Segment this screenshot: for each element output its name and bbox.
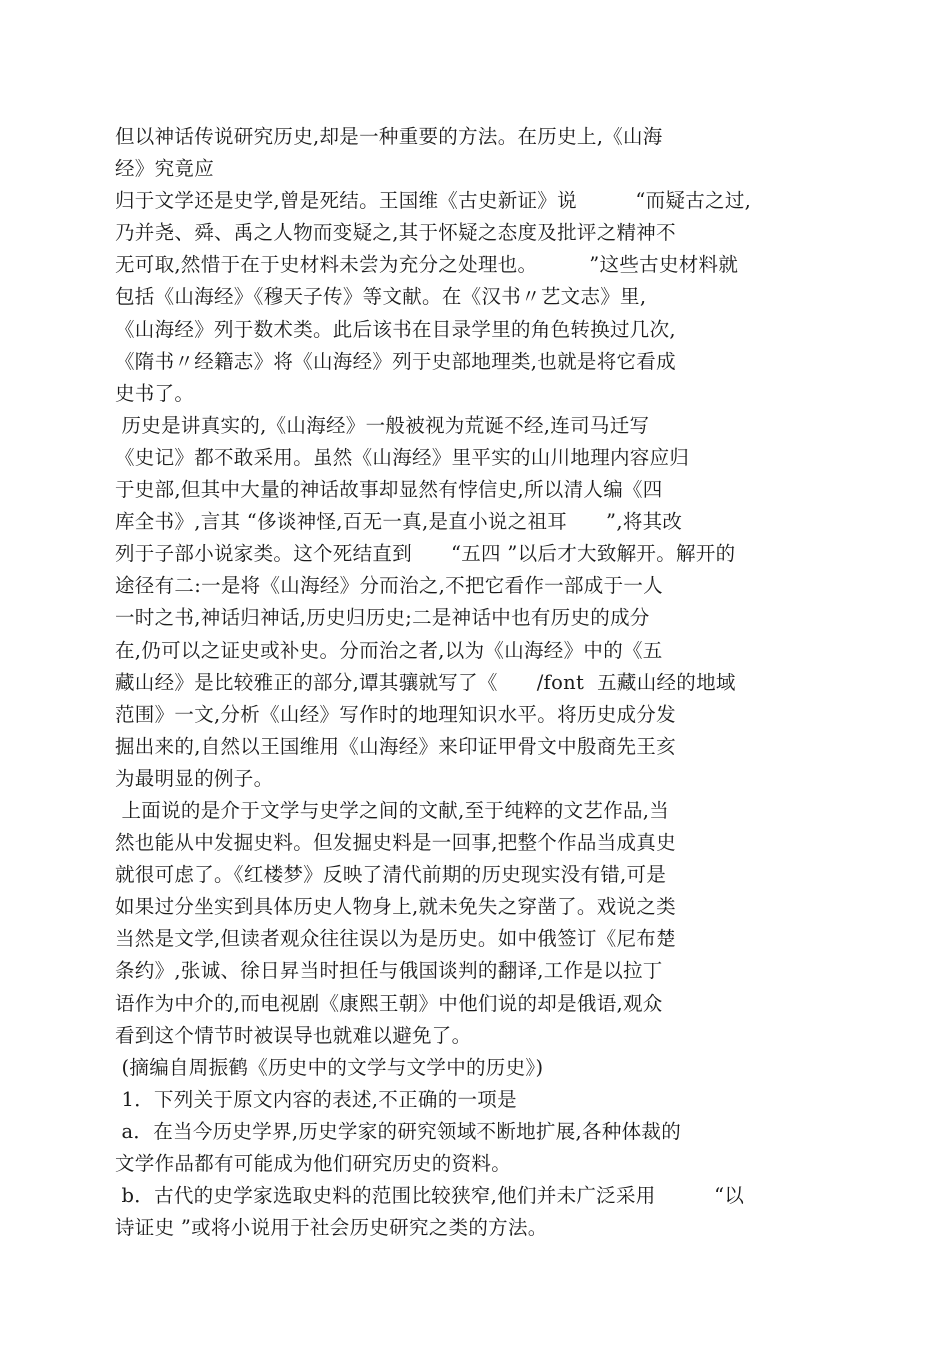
text-line: 但以神话传说研究历史,却是一种重要的方法。在历史上,《山海 xyxy=(115,125,663,148)
text-line: 无可取,然惜于在于史材料未尝为充分之处理也。 ”这些古史材料就 xyxy=(115,253,739,277)
source-citation: (摘编自周振鹤《历史中的文学与文学中的历史》) xyxy=(115,1055,544,1079)
question-stem: 1．下列关于原文内容的表述,不正确的一项是 xyxy=(115,1087,517,1111)
text-line: 《隋书〃经籍志》将《山海经》列于史部地理类,也就是将它看成 xyxy=(115,349,676,373)
text-line: 语作为中介的,而电视剧《康熙王朝》中他们说的却是俄语,观众 xyxy=(115,991,663,1015)
text-line: 就很可虑了。《红楼梦》反映了清代前期的历史现实没有错,可是 xyxy=(115,863,667,887)
text-line: 列于子部小说家类。这个死结直到 “五四 ”以后才大致解开。解开的 xyxy=(115,542,736,566)
text-line: 条约》,张诚、徐日昇当时担任与俄国谈判的翻译,工作是以拉丁 xyxy=(115,959,663,983)
text-line: 如果过分坐实到具体历史人物身上,就未免失之穿凿了。戏说之类 xyxy=(115,895,676,919)
text-line: 历史是讲真实的,《山海经》一般被视为荒诞不经,连司马迁写 xyxy=(115,413,650,437)
text-line: 上面说的是介于文学与史学之间的文献,至于纯粹的文艺作品,当 xyxy=(115,798,670,822)
text-line: 然也能从中发掘史料。但发掘史料是一回事,把整个作品当成真史 xyxy=(115,831,676,855)
text-line: 《史记》都不敢采用。虽然《山海经》里平实的山川地理内容应归 xyxy=(115,445,690,469)
option-b-continued: 诗证史 ”或将小说用于社会历史研究之类的方法。 xyxy=(115,1216,548,1240)
text-line: 藏山经》是比较雅正的部分,谭其骧就写了《 /font 五藏山经的地域 xyxy=(115,670,736,694)
text-line: 史书了。 xyxy=(115,381,195,405)
text-line: 为最明显的例子。 xyxy=(115,766,274,790)
text-line: 在,仍可以之证史或补史。分而治之者,以为《山海经》中的《五 xyxy=(115,638,663,662)
text-line: 一时之书,神话归神话,历史归历史;二是神话中也有历史的成分 xyxy=(115,606,650,630)
text-line: 范围》一文,分析《山经》写作时的地理知识水平。将历史成分发 xyxy=(115,702,676,726)
text-line: 乃并尧、舜、禹之人物而变疑之,其于怀疑之态度及批评之精神不 xyxy=(115,221,676,245)
text-line: 看到这个情节时被误导也就难以避免了。 xyxy=(115,1023,472,1047)
text-line: 《山海经》列于数术类。此后该书在目录学里的角色转换过几次, xyxy=(115,317,676,341)
text-line: 途径有二:一是将《山海经》分而治之,不把它看作一部成于一人 xyxy=(115,574,663,598)
text-line: 经》究竟应 xyxy=(115,157,215,181)
option-a-continued: 文学作品都有可能成为他们研究历史的资料。 xyxy=(115,1152,512,1175)
text-line: 当然是文学,但读者观众往往误以为是历史。如中俄签订《尼布楚 xyxy=(115,927,676,951)
text-line: 于史部,但其中大量的神话故事却显然有悖信史,所以清人编《四 xyxy=(115,478,663,502)
text-line: 掘出来的,自然以王国维用《山海经》来印证甲骨文中殷商先王亥 xyxy=(115,734,676,758)
option-b: b．古代的史学家选取史料的范围比较狭窄,他们并未广泛采用 “以 xyxy=(115,1184,745,1208)
option-a: a．在当今历史学界,历史学家的研究领域不断地扩展,各种体裁的 xyxy=(115,1119,682,1143)
text-line: 归于文学还是史学,曾是死结。王国维《古史新证》说 “而疑古之过, xyxy=(115,189,752,213)
article-text xyxy=(115,121,815,1244)
text-line: 库全书》,言其 “侈谈神怪,百无一真,是直小说之祖耳 ”,将其改 xyxy=(115,510,683,534)
text-line: 包括《山海经》《穆天子传》等文献。在《汉书〃艺文志》里, xyxy=(115,285,647,309)
